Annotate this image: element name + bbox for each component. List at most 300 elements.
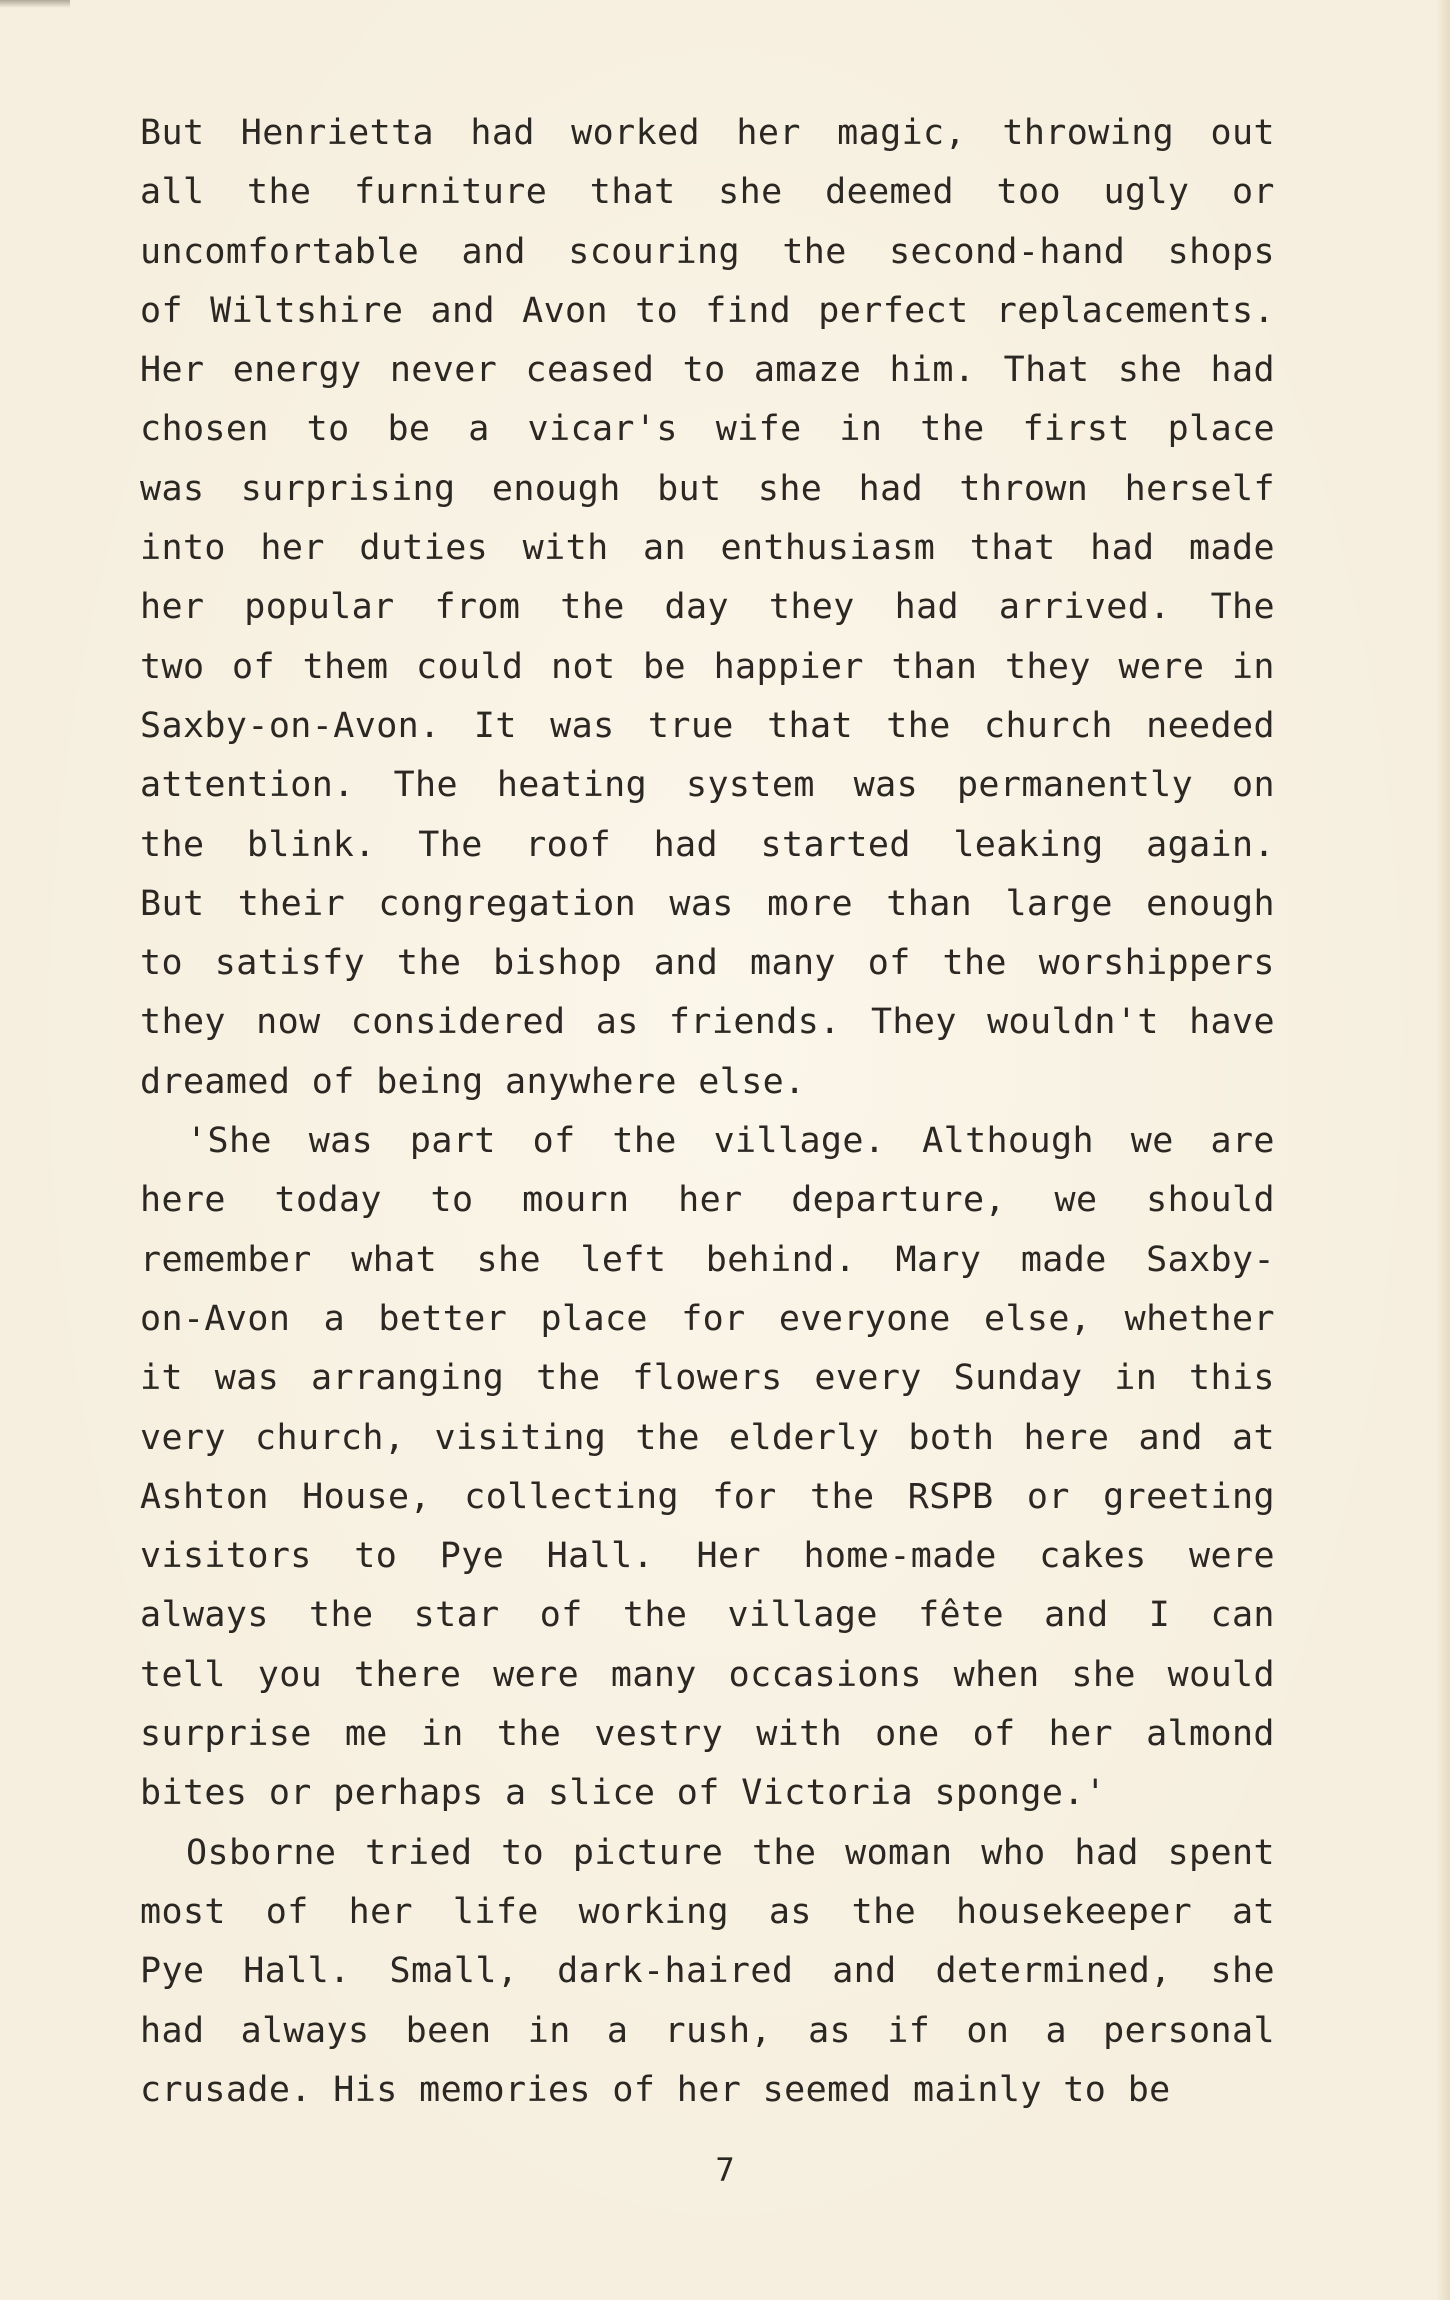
word: now	[256, 1002, 321, 1043]
word: me	[344, 1714, 388, 1755]
word: left	[580, 1239, 667, 1280]
word: always	[240, 2010, 370, 2051]
word: him.	[889, 350, 976, 391]
word: was	[214, 1358, 280, 1399]
word: permanently	[956, 765, 1194, 806]
word: had	[894, 587, 960, 628]
word: at	[1232, 1891, 1275, 1932]
word: but	[657, 468, 722, 509]
word: as	[808, 2010, 852, 2051]
word: But	[140, 883, 205, 924]
word: the	[309, 1595, 374, 1636]
word: replacements.	[995, 290, 1275, 331]
word: they	[768, 587, 855, 628]
word: fête	[918, 1595, 1004, 1636]
word: not	[551, 646, 616, 687]
text-line	[140, 1527, 1275, 1586]
text-line	[140, 341, 1275, 400]
scan-edge-mark	[0, 0, 70, 8]
word: personal	[1103, 2010, 1275, 2051]
text-line	[140, 1942, 1275, 2001]
word: heating	[496, 765, 648, 806]
word: what	[351, 1239, 438, 1280]
word: 'She	[186, 1121, 272, 1162]
word: find	[705, 290, 792, 331]
word: you	[257, 1654, 323, 1695]
text-line	[140, 578, 1275, 637]
word: roof	[525, 824, 612, 865]
word: almond	[1146, 1714, 1275, 1755]
word: They	[870, 1002, 957, 1043]
word: Her	[140, 350, 205, 391]
word: could	[416, 646, 524, 687]
word: everyone	[778, 1298, 951, 1339]
paragraph	[140, 1824, 1275, 2120]
word: was	[853, 765, 919, 806]
word: scouring	[568, 231, 740, 272]
word: too	[996, 172, 1061, 213]
word: first	[1022, 409, 1130, 450]
text-line	[140, 1112, 1275, 1171]
text-line	[140, 756, 1275, 815]
word: had	[1074, 1832, 1139, 1873]
word: a	[323, 1298, 346, 1339]
word: most	[140, 1891, 226, 1932]
word: with	[756, 1714, 843, 1755]
word: Wiltshire	[210, 290, 404, 331]
word: picture	[572, 1832, 724, 1873]
word: her	[348, 1891, 414, 1932]
word: system	[685, 765, 815, 806]
word: The	[393, 765, 458, 806]
word: in	[1114, 1358, 1158, 1399]
word: for	[712, 1476, 777, 1517]
text-line	[140, 400, 1275, 459]
word: Hall.	[546, 1536, 655, 1577]
word: the	[612, 1121, 677, 1162]
word: satisfy	[214, 943, 366, 984]
word: a	[606, 2010, 629, 2051]
word: who	[981, 1832, 1046, 1873]
word: that	[589, 172, 676, 213]
word: happier	[713, 646, 864, 687]
word: of	[140, 290, 183, 331]
word: spent	[1167, 1832, 1275, 1873]
word: all	[140, 172, 205, 213]
word: thrown	[959, 468, 1089, 509]
word: were	[493, 1654, 580, 1695]
word: to	[501, 1832, 545, 1873]
word: working	[578, 1891, 729, 1932]
text-line	[140, 1883, 1275, 1942]
text-line	[140, 519, 1275, 578]
word: the	[942, 943, 1007, 984]
word: place	[540, 1298, 648, 1339]
word: here	[1023, 1417, 1110, 1458]
word: uncomfortable	[140, 231, 420, 272]
word: the	[622, 1595, 688, 1636]
word: bishop	[493, 943, 622, 984]
word: church	[983, 705, 1113, 746]
word: greeting	[1103, 1476, 1275, 1517]
word: and	[430, 290, 495, 331]
word: her	[260, 528, 325, 569]
word: were	[1189, 1536, 1275, 1577]
word: the	[560, 587, 625, 628]
word: leaking	[953, 824, 1104, 865]
word: true	[647, 705, 734, 746]
word: many	[610, 1654, 697, 1695]
word: she	[757, 468, 823, 509]
word: in	[839, 409, 883, 450]
word: rush,	[664, 2010, 772, 2051]
word: of	[972, 1714, 1016, 1755]
word: Pye	[140, 1951, 205, 1992]
word: than	[886, 883, 973, 924]
word: mourn	[522, 1180, 630, 1221]
word: made	[1020, 1239, 1107, 1280]
word: their	[237, 883, 346, 924]
word: day	[664, 587, 729, 628]
word: to	[430, 1180, 474, 1221]
word: be	[387, 409, 431, 450]
text-line	[140, 1824, 1275, 1883]
text-line: bites or perhaps a slice of Victoria sponge.'	[140, 1773, 1107, 1814]
word: was	[550, 705, 615, 746]
word: Although	[922, 1121, 1094, 1162]
word: But	[140, 113, 205, 153]
word: and	[461, 231, 526, 272]
word: both	[908, 1417, 995, 1458]
text-line	[140, 816, 1275, 875]
word: we	[1054, 1180, 1098, 1221]
word: Sunday	[953, 1358, 1083, 1399]
word: herself	[1124, 468, 1275, 509]
word: and	[1138, 1417, 1203, 1458]
word: as	[768, 1891, 812, 1932]
word: woman	[845, 1832, 953, 1873]
word: the	[496, 1714, 562, 1755]
paragraph	[140, 1112, 1275, 1824]
word: ceased	[525, 350, 655, 391]
word: remember	[140, 1239, 312, 1280]
word: her	[678, 1180, 743, 1221]
word: It	[473, 705, 517, 746]
word: can	[1210, 1595, 1275, 1636]
word: today	[274, 1180, 382, 1221]
word: had	[858, 468, 924, 509]
word: cakes	[1039, 1536, 1147, 1577]
word: the	[246, 172, 312, 213]
word: needed	[1146, 705, 1275, 746]
word: very	[140, 1417, 226, 1458]
word: the	[140, 824, 205, 865]
word: this	[1189, 1358, 1275, 1399]
word: RSPB	[907, 1476, 994, 1517]
text-line	[140, 875, 1275, 934]
word: to	[635, 290, 679, 331]
word: as	[595, 1002, 639, 1043]
word: in	[1231, 646, 1275, 687]
word: had	[1090, 528, 1155, 569]
word: the	[635, 1417, 700, 1458]
word: vestry	[594, 1714, 724, 1755]
word: into	[140, 528, 226, 569]
word: magic,	[837, 113, 966, 153]
word: Mary	[895, 1239, 982, 1280]
word: are	[1210, 1121, 1275, 1162]
word: a	[468, 409, 490, 450]
page-number: 7	[715, 2151, 735, 2189]
word: have	[1189, 1002, 1275, 1043]
word: we	[1130, 1121, 1174, 1162]
word: on	[966, 2010, 1010, 2051]
word: Saxby-	[1146, 1239, 1275, 1280]
word: her	[736, 113, 801, 153]
word: of	[539, 1595, 583, 1636]
word: her	[1048, 1714, 1114, 1755]
word: from	[434, 587, 521, 628]
word: visiting	[434, 1417, 607, 1458]
word: to	[140, 943, 183, 984]
word: she	[476, 1239, 541, 1280]
word: whether	[1124, 1298, 1275, 1339]
word: surprising	[240, 468, 456, 509]
word: perfect	[818, 290, 969, 331]
word: and	[832, 1951, 897, 1992]
word: enthusiasm	[720, 528, 936, 569]
text-line	[140, 1586, 1275, 1645]
word: Pye	[439, 1536, 505, 1577]
body-text	[140, 104, 1275, 2120]
word: on-Avon	[140, 1298, 291, 1339]
word: arrived.	[998, 587, 1171, 628]
word: Henrietta	[240, 113, 435, 153]
word: wife	[715, 409, 802, 450]
word: and	[653, 943, 719, 984]
word: was	[308, 1121, 374, 1162]
text-line	[140, 993, 1275, 1052]
word: second-hand	[889, 231, 1126, 272]
word: of	[232, 646, 275, 687]
word: Osborne	[186, 1832, 337, 1873]
word: throwing	[1002, 113, 1175, 153]
word: Ashton	[140, 1476, 269, 1517]
word: than	[891, 646, 978, 687]
word: the	[396, 943, 462, 984]
word: of	[265, 1891, 309, 1932]
word: the	[920, 409, 985, 450]
word: popular	[244, 587, 395, 628]
word: or	[1231, 172, 1275, 213]
word: of	[867, 943, 911, 984]
word: or	[1026, 1476, 1070, 1517]
word: out	[1210, 113, 1275, 153]
word: I	[1148, 1595, 1171, 1636]
text-line	[140, 1349, 1275, 1408]
word: wouldn't	[987, 1002, 1159, 1043]
text-line	[140, 2002, 1275, 2061]
text-line	[140, 460, 1275, 519]
word: village.	[713, 1121, 886, 1162]
word: many	[750, 943, 836, 984]
word: worked	[571, 113, 701, 153]
word: with	[522, 528, 609, 569]
word: she	[1210, 1951, 1275, 1992]
word: The	[1210, 587, 1275, 628]
page-edge-shadow	[1436, 0, 1450, 2300]
text-line	[140, 1231, 1275, 1290]
word: shops	[1167, 231, 1275, 272]
word: surprise	[140, 1714, 312, 1755]
word: home-made	[803, 1536, 997, 1577]
word: they	[1004, 646, 1091, 687]
word: friends.	[668, 1002, 841, 1043]
word: the	[782, 231, 847, 272]
word: ugly	[1103, 172, 1190, 213]
word: was	[140, 468, 205, 509]
word: House,	[302, 1476, 431, 1517]
word: That	[1003, 350, 1090, 391]
word: flowers	[632, 1358, 783, 1399]
word: considered	[350, 1002, 566, 1043]
word: it	[140, 1358, 183, 1399]
word: a	[1045, 2010, 1067, 2051]
word: never	[389, 350, 498, 391]
word: enough	[491, 468, 621, 509]
word: she	[718, 172, 783, 213]
text-line	[140, 1171, 1275, 1230]
word: large	[1005, 883, 1113, 924]
word: when	[953, 1654, 1040, 1695]
word: started	[760, 824, 911, 865]
word: place	[1167, 409, 1275, 450]
word: else,	[983, 1298, 1092, 1339]
text-line	[140, 104, 1275, 163]
word: had	[140, 2010, 205, 2051]
word: there	[353, 1654, 462, 1695]
word: departure,	[791, 1180, 1006, 1221]
word: for	[681, 1298, 746, 1339]
word: here	[140, 1180, 226, 1221]
word: that	[969, 528, 1056, 569]
word: of	[532, 1121, 576, 1162]
word: the	[886, 705, 951, 746]
word: to	[354, 1536, 398, 1577]
word: village	[727, 1595, 878, 1636]
word: occasions	[728, 1654, 922, 1695]
word: she	[1117, 350, 1183, 391]
word: chosen	[140, 409, 269, 450]
word: one	[875, 1714, 940, 1755]
word: life	[452, 1891, 539, 1932]
word: were	[1118, 646, 1205, 687]
word: every	[814, 1358, 922, 1399]
text-line: crusade. His memories of her seemed mainly to be	[140, 2069, 1171, 2110]
word: attention.	[140, 765, 355, 806]
word: if	[887, 2010, 931, 2051]
word: to	[682, 350, 726, 391]
text-line: dreamed of being anywhere else.	[140, 1061, 806, 1102]
word: furniture	[353, 172, 548, 213]
word: been	[405, 2010, 492, 2051]
word: on	[1231, 765, 1275, 806]
word: tried	[365, 1832, 473, 1873]
word: the	[810, 1476, 875, 1517]
word: should	[1146, 1180, 1275, 1221]
word: amaze	[753, 350, 862, 391]
word: determined,	[935, 1951, 1172, 1992]
word: Avon	[522, 290, 608, 331]
word: they	[140, 1002, 226, 1043]
word: visitors	[140, 1536, 312, 1577]
word: again.	[1146, 824, 1275, 865]
word: be	[643, 646, 686, 687]
word: Her	[696, 1536, 761, 1577]
text-line	[140, 638, 1275, 697]
word: in	[420, 1714, 464, 1755]
word: worshippers	[1038, 943, 1275, 984]
text-line	[140, 1409, 1275, 1468]
word: energy	[232, 350, 362, 391]
word: elderly	[728, 1417, 880, 1458]
text-line	[140, 282, 1275, 341]
word: housekeeper	[955, 1891, 1193, 1932]
word: that	[767, 705, 853, 746]
word: blink.	[246, 824, 376, 865]
text-line	[140, 223, 1275, 282]
text-line	[140, 163, 1275, 222]
word: part	[409, 1121, 496, 1162]
word: arranging	[311, 1358, 505, 1399]
word: and	[1044, 1595, 1109, 1636]
word: collecting	[464, 1476, 679, 1517]
word: was	[669, 883, 734, 924]
word: church,	[255, 1417, 406, 1458]
word: always	[140, 1595, 269, 1636]
word: in	[527, 2010, 571, 2051]
text-line	[140, 1646, 1275, 1705]
word: made	[1189, 528, 1275, 569]
word: tell	[140, 1654, 226, 1695]
word: her	[140, 587, 205, 628]
word: behind.	[705, 1239, 857, 1280]
paragraph	[140, 104, 1275, 1112]
word: at	[1232, 1417, 1275, 1458]
word: Small,	[389, 1951, 519, 1992]
word: she	[1071, 1654, 1136, 1695]
word: duties	[359, 528, 489, 569]
word: them	[302, 646, 389, 687]
word: had	[470, 113, 535, 153]
text-line	[140, 1468, 1275, 1527]
word: Saxby-on-Avon.	[140, 705, 441, 746]
word: enough	[1146, 883, 1275, 924]
word: an	[643, 528, 686, 569]
word: two	[140, 646, 205, 687]
word: vicar's	[527, 409, 678, 450]
word: deemed	[825, 172, 954, 213]
text-line	[140, 934, 1275, 993]
word: had	[1210, 350, 1275, 391]
word: Hall.	[243, 1951, 351, 1992]
word: the	[851, 1891, 917, 1932]
word: the	[751, 1832, 817, 1873]
text-line	[140, 1705, 1275, 1764]
text-line	[140, 1290, 1275, 1349]
word: dark-haired	[557, 1951, 794, 1992]
word: star	[413, 1595, 500, 1636]
